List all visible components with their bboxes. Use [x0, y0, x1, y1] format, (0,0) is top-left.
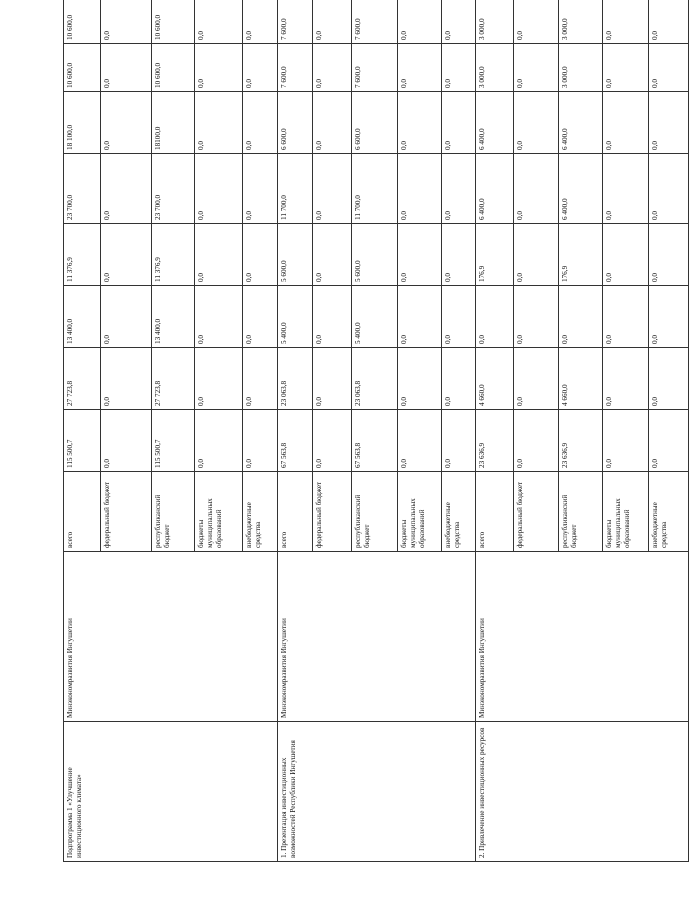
amount-cell: 0,0 [603, 154, 649, 224]
amount-cell: 115 500,7 [64, 410, 101, 472]
amount-cell: 0,0 [313, 0, 352, 44]
amount-cell: 67 563,8 [352, 410, 398, 472]
amount-cell: 0,0 [243, 44, 278, 92]
amount-cell: 0,0 [514, 286, 559, 348]
amount-cell: 7 600,0 [352, 44, 398, 92]
amount-cell: 0,0 [195, 410, 243, 472]
amount-cell: 0,0 [514, 92, 559, 154]
amount-cell: 67 563,8 [278, 410, 313, 472]
amount-cell: 10 600,0 [64, 44, 101, 92]
funding-source-cell: бюджеты муниципальных образований [195, 472, 243, 552]
amount-cell: 11 700,0 [352, 154, 398, 224]
amount-cell: 27 723,8 [152, 348, 195, 410]
amount-cell: 0,0 [442, 410, 476, 472]
amount-cell: 0,0 [195, 0, 243, 44]
amount-cell: 6 400,0 [476, 154, 514, 224]
amount-cell: 0,0 [195, 348, 243, 410]
amount-cell: 23 700,0 [152, 154, 195, 224]
amount-cell: 0,0 [514, 44, 559, 92]
amount-cell: 6 400,0 [476, 92, 514, 154]
amount-cell: 23 700,0 [64, 154, 101, 224]
amount-cell: 0,0 [398, 224, 442, 286]
amount-cell: 0,0 [101, 0, 152, 44]
amount-cell: 7 600,0 [278, 44, 313, 92]
amount-cell: 7 600,0 [352, 0, 398, 44]
table-row [64, 0, 101, 862]
executor-cell: Минэкономразвития Ингушетии [278, 552, 476, 722]
amount-cell: 0,0 [603, 410, 649, 472]
amount-cell: 0,0 [313, 348, 352, 410]
amount-cell: 0,0 [243, 286, 278, 348]
amount-cell: 0,0 [398, 348, 442, 410]
amount-cell: 0,0 [649, 348, 689, 410]
amount-cell: 23 063,8 [352, 348, 398, 410]
amount-cell: 0,0 [649, 0, 689, 44]
amount-cell: 0,0 [101, 44, 152, 92]
funding-source-cell: бюджеты муниципальных образований [603, 472, 649, 552]
funding-source-cell: внебюджетные средства [442, 472, 476, 552]
amount-cell: 0,0 [559, 286, 603, 348]
amount-cell: 0,0 [101, 286, 152, 348]
amount-cell: 0,0 [514, 348, 559, 410]
amount-cell: 5 400,0 [352, 286, 398, 348]
amount-cell: 0,0 [514, 410, 559, 472]
amount-cell: 13 400,0 [64, 286, 101, 348]
executor-cell: Минэкономразвития Ингушетии [64, 552, 278, 722]
amount-cell: 0,0 [603, 224, 649, 286]
amount-cell: 0,0 [442, 0, 476, 44]
funding-source-cell: республиканский бюджет [559, 472, 603, 552]
amount-cell: 3 000,0 [476, 0, 514, 44]
amount-cell: 7 600,0 [278, 0, 313, 44]
amount-cell: 0,0 [398, 0, 442, 44]
amount-cell: 11 700,0 [278, 154, 313, 224]
amount-cell: 0,0 [442, 154, 476, 224]
funding-source-cell: внебюджетные средства [243, 472, 278, 552]
amount-cell: 18 100,0 [64, 92, 101, 154]
amount-cell: 5 600,0 [278, 224, 313, 286]
amount-cell: 0,0 [101, 92, 152, 154]
rotated-page [63, 14, 668, 862]
amount-cell: 0,0 [514, 154, 559, 224]
amount-cell: 0,0 [603, 44, 649, 92]
amount-cell: 10 600,0 [64, 0, 101, 44]
amount-cell: 0,0 [442, 92, 476, 154]
funding-source-cell: республиканский бюджет [352, 472, 398, 552]
amount-cell: 176,9 [476, 224, 514, 286]
amount-cell: 5 600,0 [352, 224, 398, 286]
amount-cell: 0,0 [313, 286, 352, 348]
amount-cell: 0,0 [476, 286, 514, 348]
amount-cell: 0,0 [313, 224, 352, 286]
amount-cell: 0,0 [398, 410, 442, 472]
amount-cell: 0,0 [195, 224, 243, 286]
amount-cell: 0,0 [243, 348, 278, 410]
amount-cell: 0,0 [603, 286, 649, 348]
amount-cell: 0,0 [603, 0, 649, 44]
amount-cell: 5 400,0 [278, 286, 313, 348]
amount-cell: 0,0 [442, 224, 476, 286]
funding-source-cell: бюджеты муниципальных образований [398, 472, 442, 552]
amount-cell: 0,0 [243, 410, 278, 472]
amount-cell: 0,0 [101, 410, 152, 472]
amount-cell: 0,0 [195, 92, 243, 154]
funding-source-cell: всего [476, 472, 514, 552]
funding-table-body [64, 0, 689, 862]
amount-cell: 0,0 [195, 44, 243, 92]
amount-cell: 0,0 [649, 410, 689, 472]
amount-cell: 0,0 [649, 286, 689, 348]
amount-cell: 0,0 [649, 154, 689, 224]
program-name-cell: 1. Презентация инвестиционных возможностей Республики Ингушетия [278, 722, 476, 862]
amount-cell: 0,0 [313, 44, 352, 92]
amount-cell: 115 500,7 [152, 410, 195, 472]
amount-cell: 27 723,8 [64, 348, 101, 410]
amount-cell: 0,0 [101, 348, 152, 410]
amount-cell: 0,0 [398, 92, 442, 154]
program-name-cell: Подпрограмма 1 «Улучшение инвестиционного климата» [64, 722, 278, 862]
amount-cell: 0,0 [101, 154, 152, 224]
amount-cell: 13 400,0 [152, 286, 195, 348]
amount-cell: 0,0 [313, 410, 352, 472]
amount-cell: 6 600,0 [278, 92, 313, 154]
amount-cell: 23 636,9 [476, 410, 514, 472]
amount-cell: 10 600,0 [152, 44, 195, 92]
executor-cell: Минэкономразвития Ингушетии [476, 552, 689, 722]
amount-cell: 11 376,9 [152, 224, 195, 286]
amount-cell: 0,0 [195, 154, 243, 224]
table-row [278, 0, 313, 862]
amount-cell: 0,0 [101, 224, 152, 286]
amount-cell: 0,0 [313, 92, 352, 154]
amount-cell: 6 600,0 [352, 92, 398, 154]
amount-cell: 11 376,9 [64, 224, 101, 286]
amount-cell: 10 600,0 [152, 0, 195, 44]
amount-cell: 0,0 [603, 92, 649, 154]
amount-cell: 23 063,8 [278, 348, 313, 410]
amount-cell: 0,0 [603, 348, 649, 410]
amount-cell: 3 000,0 [559, 0, 603, 44]
amount-cell: 23 636,9 [559, 410, 603, 472]
funding-source-cell: федеральный бюджет [101, 472, 152, 552]
amount-cell: 0,0 [398, 154, 442, 224]
amount-cell: 0,0 [442, 44, 476, 92]
amount-cell: 176,9 [559, 224, 603, 286]
amount-cell: 0,0 [442, 286, 476, 348]
amount-cell: 0,0 [313, 154, 352, 224]
amount-cell: 3 000,0 [559, 44, 603, 92]
funding-source-cell: федеральный бюджет [313, 472, 352, 552]
funding-source-cell: республиканский бюджет [152, 472, 195, 552]
funding-source-cell: федеральный бюджет [514, 472, 559, 552]
amount-cell: 4 660,0 [559, 348, 603, 410]
amount-cell: 0,0 [649, 224, 689, 286]
amount-cell: 0,0 [243, 0, 278, 44]
amount-cell: 3 000,0 [476, 44, 514, 92]
funding-source-cell: всего [278, 472, 313, 552]
amount-cell: 0,0 [398, 286, 442, 348]
amount-cell: 18100,0 [152, 92, 195, 154]
amount-cell: 6 400,0 [559, 92, 603, 154]
program-name-cell: 2. Привлечение инвестиционных ресурсов [476, 722, 689, 862]
funding-table [63, 0, 689, 862]
amount-cell: 0,0 [398, 44, 442, 92]
amount-cell: 0,0 [243, 92, 278, 154]
funding-source-cell: всего [64, 472, 101, 552]
amount-cell: 0,0 [649, 92, 689, 154]
funding-source-cell: внебюджетные средства [649, 472, 689, 552]
amount-cell: 6 400,0 [559, 154, 603, 224]
amount-cell: 0,0 [514, 0, 559, 44]
amount-cell: 0,0 [243, 224, 278, 286]
amount-cell: 0,0 [649, 44, 689, 92]
amount-cell: 0,0 [243, 154, 278, 224]
amount-cell: 4 660,0 [476, 348, 514, 410]
amount-cell: 0,0 [442, 348, 476, 410]
amount-cell: 0,0 [514, 224, 559, 286]
table-row [476, 0, 514, 862]
amount-cell: 0,0 [195, 286, 243, 348]
